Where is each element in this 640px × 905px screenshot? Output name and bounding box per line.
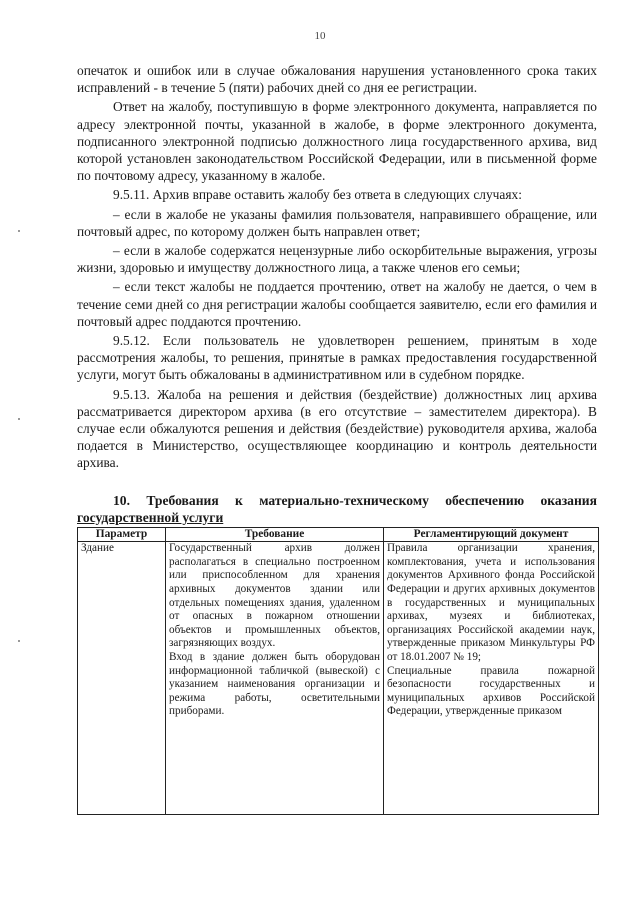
page-number: 10 [314, 30, 326, 42]
requirements-table [77, 527, 599, 816]
scan-mark [18, 418, 20, 420]
paragraph-9-5-12: 9.5.12. Если пользователь не удовлетворен решением, принятым в ходе рассмотрения жалобы, то решения, принятые в рамках предоставления государственной услуги, могут быть обжалованы в административном или в судебном порядке. [77, 333, 597, 383]
cell-requirement [166, 542, 384, 815]
header-requirement: Требование [166, 527, 384, 542]
requirement-text: Вход в здание должен быть оборудован информационной табличкой (вывеской) с указанием наименования организации и режима работы, осветительными приборами. [169, 651, 380, 718]
paragraph-9-5-11: 9.5.11. Архив вправе оставить жалобу без ответа в следующих случаях: [113, 187, 522, 203]
section-title [77, 492, 597, 526]
table-header-row [78, 527, 599, 542]
scan-mark [18, 640, 20, 642]
document-text: Специальные правила пожарной безопасности государственных и муниципальных архивов Российской Федерации, утвержденные приказом [387, 664, 595, 718]
list-item: – если в жалобе не указаны фамилия пользователя, направившего обращение, или почтовый адрес, по которому должен быть направлен ответ; [77, 206, 597, 239]
list-item: – если текст жалобы не поддается прочтению, ответ на жалобу не дается, о чем в течение семи дней со дня регистрации жалобы сообщается заявителю, если его фамилия и почтовый адрес поддаются прочтению. [77, 279, 597, 329]
table-row [78, 542, 599, 815]
cell-document [384, 542, 599, 815]
paragraph-electronic-response: Ответ на жалобу, поступившую в форме электронного документа, направляется по адресу электронной почты, указанной в жалобе, в форме электронного документа, подписанного электронной подписью должностного лица государственного архива, вид которой установлен законодательством Российской Федерации, или в письменной форме по почтовому адресу, указанному в жалобе. [77, 99, 597, 184]
paragraph-continuation: опечаток и ошибок или в случае обжалования нарушения установленного срока таких исправлений - в течение 5 (пяти) рабочих дней со дня ее регистрации. [77, 63, 597, 96]
cell-parameter: Здание [78, 542, 166, 815]
section-title-part2: государственной услуги [77, 509, 224, 525]
document-text: Правила организации хранения, комплектования, учета и использования документов Архивного фонда Российской Федерации и других архивных документов в государственных и муниципальных архивах, музеях и библиотеках, организациях Российской академии наук, утвержденные приказом Минкультуры РФ от 18.01.2007 № 19; [387, 542, 595, 664]
scan-mark [18, 230, 20, 232]
section-title-part1: 10. Требования к материально-техническому обеспечению оказания [113, 492, 597, 508]
header-parameter: Параметр [78, 527, 166, 542]
requirement-text: Государственный архив должен располагаться в специально построенном или приспособленном для хранения архивных документов здании или отдельных помещениях здания, удаленном от опасных в пожарном отношении объектов и промышленных объектов, загрязняющих воздух. [169, 542, 380, 650]
paragraph-9-5-13: 9.5.13. Жалоба на решения и действия (бездействие) должностных лиц архива рассматривается директором архива (в его отсутствие – заместителем директора). В случае если обжалуются решения и действия (бездействие) руководителя архива, жалоба подается в Министерство, осуществляющее координацию и контроль деятельности архива. [77, 386, 597, 471]
document-body [77, 62, 597, 815]
list-item: – если в жалобе содержатся нецензурные либо оскорбительные выражения, угрозы жизни, здоровью и имуществу должностного лица, а также членов его семьи; [77, 243, 597, 276]
header-document: Регламентирующий документ [384, 527, 599, 542]
